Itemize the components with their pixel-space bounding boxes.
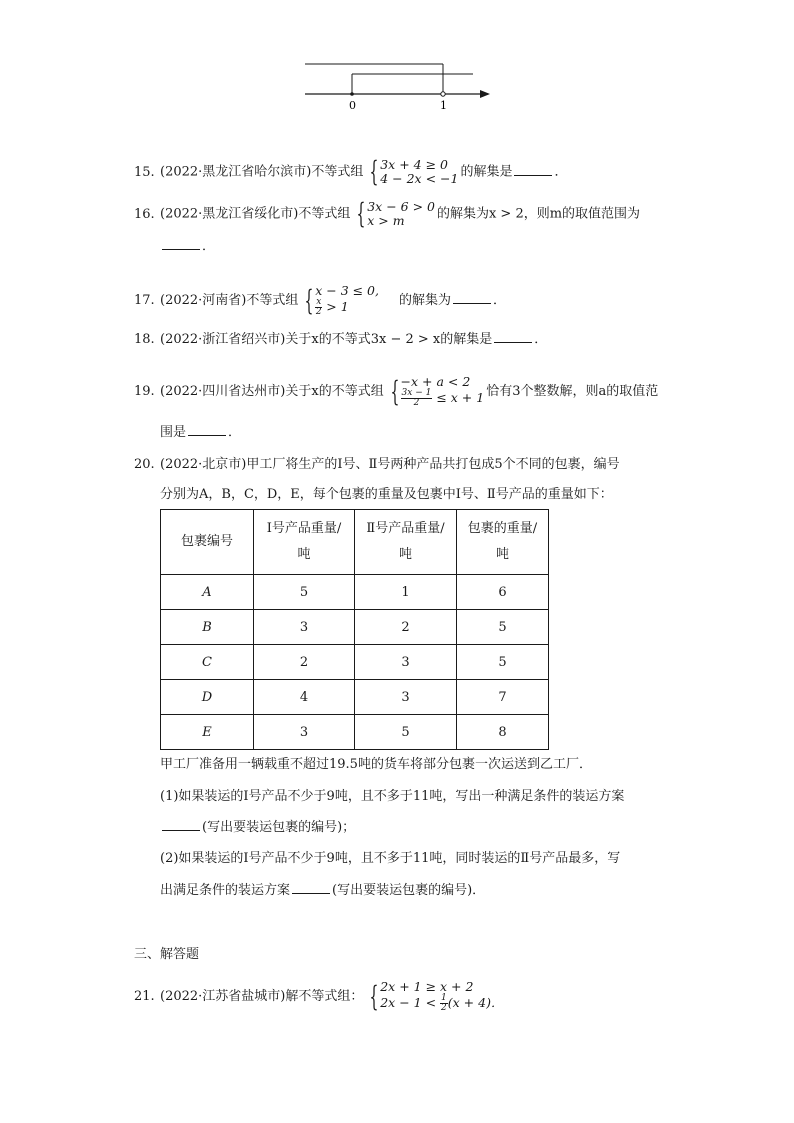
system-line: 2x − 1 < $\frac{1}{2}$ (x + 4)． <box>380 993 504 1013</box>
question-text: 恰有3个整数解，则a的取值范 <box>486 384 659 399</box>
axis-arrow <box>480 90 490 98</box>
table-cell: 3 <box>254 715 355 750</box>
answer-blank[interactable] <box>162 818 200 831</box>
system-line: $\frac{3x - 1}{2}$ ≤ x + 1 <box>401 388 485 408</box>
table-cell: D <box>161 680 254 715</box>
question-19-line2 <box>160 423 241 442</box>
answer-blank[interactable] <box>514 163 552 176</box>
question-source: (2022·浙江省绍兴市) <box>160 332 286 347</box>
question-source: (2022·江苏省盐城市) <box>160 989 286 1004</box>
inequality-system: { −x + a < 2 $\frac{3x - 1}{2}$ ≤ x + 1 <box>390 374 485 408</box>
question-text: 甲工厂准备用一辆载重不超过19.5吨的货车将部分包裹一次运送到乙工厂． <box>160 757 592 772</box>
question-21 <box>134 980 505 1013</box>
question-source: (2022·四川省达州市) <box>160 384 286 399</box>
table-cell: C <box>161 645 254 680</box>
question-number: 17. <box>134 293 155 308</box>
answer-blank[interactable] <box>453 291 491 304</box>
question-source: (2022·北京市) <box>160 457 247 472</box>
fraction: $\frac{x}{2}$ <box>315 297 322 317</box>
table-cell: 2 <box>355 610 457 645</box>
point-zero <box>350 92 354 96</box>
answer-blank[interactable] <box>494 330 532 343</box>
question-text: 关于x的不等式组 <box>285 384 384 399</box>
question-text: 的解集是 <box>460 164 513 180</box>
system-line: $\frac{x}{2}$ > 1 <box>315 297 349 317</box>
question-20-part2-line2 <box>160 881 485 900</box>
question-16-line2 <box>160 237 215 256</box>
table-cell: 2 <box>254 645 355 680</box>
table-row <box>161 575 549 610</box>
table-row <box>161 680 549 715</box>
question-number: 18. <box>134 332 155 347</box>
question-text: 不等式组 <box>311 164 364 180</box>
question-source: (2022·河南省) <box>160 293 247 308</box>
question-text: 的解集为x > 2，则m的取值范围为 <box>436 206 641 222</box>
question-text: (写出要装运包裹的编号)． <box>332 883 486 898</box>
system-line: 3x + 4 ≥ 0 <box>380 157 448 172</box>
system-line: x − 3 ≤ 0, <box>315 283 379 298</box>
table-cell: B <box>161 610 254 645</box>
question-text: 不等式组 <box>298 206 351 222</box>
question-20-part1 <box>160 788 624 806</box>
table-cell: 1 <box>355 575 457 610</box>
question-text: (2)如果装运的Ⅰ号产品不少于9吨，且不多于11吨，同时装运的Ⅱ号产品最多，写 <box>160 851 621 866</box>
question-20-intro <box>160 756 592 774</box>
table-cell: 3 <box>355 645 457 680</box>
tick-label-zero: 0 <box>349 99 356 112</box>
table-row <box>161 645 549 680</box>
question-number: 19. <box>134 384 155 399</box>
table-header-cell: Ⅰ号产品重量/ 吨 <box>254 510 355 575</box>
system-line: −x + a < 2 <box>400 374 471 389</box>
answer-blank[interactable] <box>162 237 200 250</box>
question-20-part1-line2 <box>160 818 355 837</box>
table-cell: 5 <box>254 575 355 610</box>
question-text: 的解集为 <box>399 293 452 308</box>
number-line-figure <box>290 56 500 116</box>
table-cell: 7 <box>457 680 549 715</box>
punctuation: ． <box>554 164 568 180</box>
punctuation: ． <box>228 425 242 440</box>
question-number: 16. <box>134 206 155 222</box>
question-text: 出满足条件的装运方案 <box>160 883 291 898</box>
section-heading: 三、解答题 <box>134 947 200 962</box>
question-20 <box>134 456 620 474</box>
table-cell: 5 <box>355 715 457 750</box>
question-20-line2 <box>160 486 613 504</box>
punctuation: ． <box>534 332 548 347</box>
question-16 <box>134 197 641 230</box>
table-cell: 5 <box>457 645 549 680</box>
table-row <box>161 610 549 645</box>
question-source: (2022·黑龙江省绥化市) <box>160 206 299 222</box>
table-cell: 5 <box>457 610 549 645</box>
answer-blank[interactable] <box>292 881 330 894</box>
question-text: 甲工厂将生产的Ⅰ号、Ⅱ号两种产品共打包成5个不同的包裹，编号 <box>246 457 620 472</box>
question-text: 解不等式组： <box>285 989 364 1004</box>
inequality-system: { 3x − 6 > 0 x > m <box>356 197 435 230</box>
question-number: 20. <box>134 457 155 472</box>
tick-label-one: 1 <box>440 99 447 112</box>
table-cell: 3 <box>254 610 355 645</box>
question-number: 21. <box>134 989 155 1004</box>
question-20-part2 <box>160 850 620 868</box>
punctuation: ． <box>202 239 216 254</box>
question-text: 不等式组 <box>246 293 299 308</box>
question-number: 15. <box>134 164 155 180</box>
table-cell: E <box>161 715 254 750</box>
question-15 <box>134 155 568 188</box>
question-text: 围是 <box>160 425 187 440</box>
punctuation: ． <box>493 293 507 308</box>
table-header-row <box>161 510 549 575</box>
system-line: x > m <box>367 213 405 228</box>
question-text: (写出要装运包裹的编号)； <box>202 820 356 835</box>
question-text: (1)如果装运的Ⅰ号产品不少于9吨，且不多于11吨，写出一种满足条件的装运方案 <box>160 789 625 804</box>
question-text: 关于x的不等式3x − 2 > x的解集是 <box>285 332 493 347</box>
table-cell: 6 <box>457 575 549 610</box>
question-18 <box>134 330 547 349</box>
system-line: 3x − 6 > 0 <box>367 199 435 214</box>
fraction: $\frac{1}{2}$ <box>441 993 447 1013</box>
table-cell: 8 <box>457 715 549 750</box>
table-cell: 4 <box>254 680 355 715</box>
question-text: 分别为A，B，C，D，E，每个包裹的重量及包裹中Ⅰ号、Ⅱ号产品的重量如下： <box>160 487 613 502</box>
table-cell: A <box>161 575 254 610</box>
point-one-open <box>441 92 445 96</box>
inequality-system: { 3x + 4 ≥ 0 4 − 2x < −1 <box>369 155 459 188</box>
question-source: (2022·黑龙江省哈尔滨市) <box>160 164 312 180</box>
system-line: 2x + 1 ≥ x + 2 <box>380 979 474 994</box>
table-row <box>161 715 549 750</box>
table-header-cell: Ⅱ号产品重量/ 吨 <box>355 510 457 575</box>
answer-blank[interactable] <box>188 423 226 436</box>
table-header-cell: 包裹的重量/ 吨 <box>457 510 549 575</box>
question-17 <box>134 284 506 317</box>
table-cell: 3 <box>355 680 457 715</box>
question-19 <box>134 375 658 408</box>
package-weight-table <box>160 509 549 750</box>
system-line: 4 − 2x < −1 <box>380 171 459 186</box>
table-header-cell: 包裹编号 <box>161 510 254 575</box>
inequality-system: { x − 3 ≤ 0, $\frac{x}{2}$ > 1 <box>304 283 379 317</box>
fraction: $\frac{3x - 1}{2}$ <box>401 388 432 408</box>
inequality-system: { 2x + 1 ≥ x + 2 2x − 1 < $\frac{1}{2}$ (x + 4)． <box>369 979 504 1013</box>
